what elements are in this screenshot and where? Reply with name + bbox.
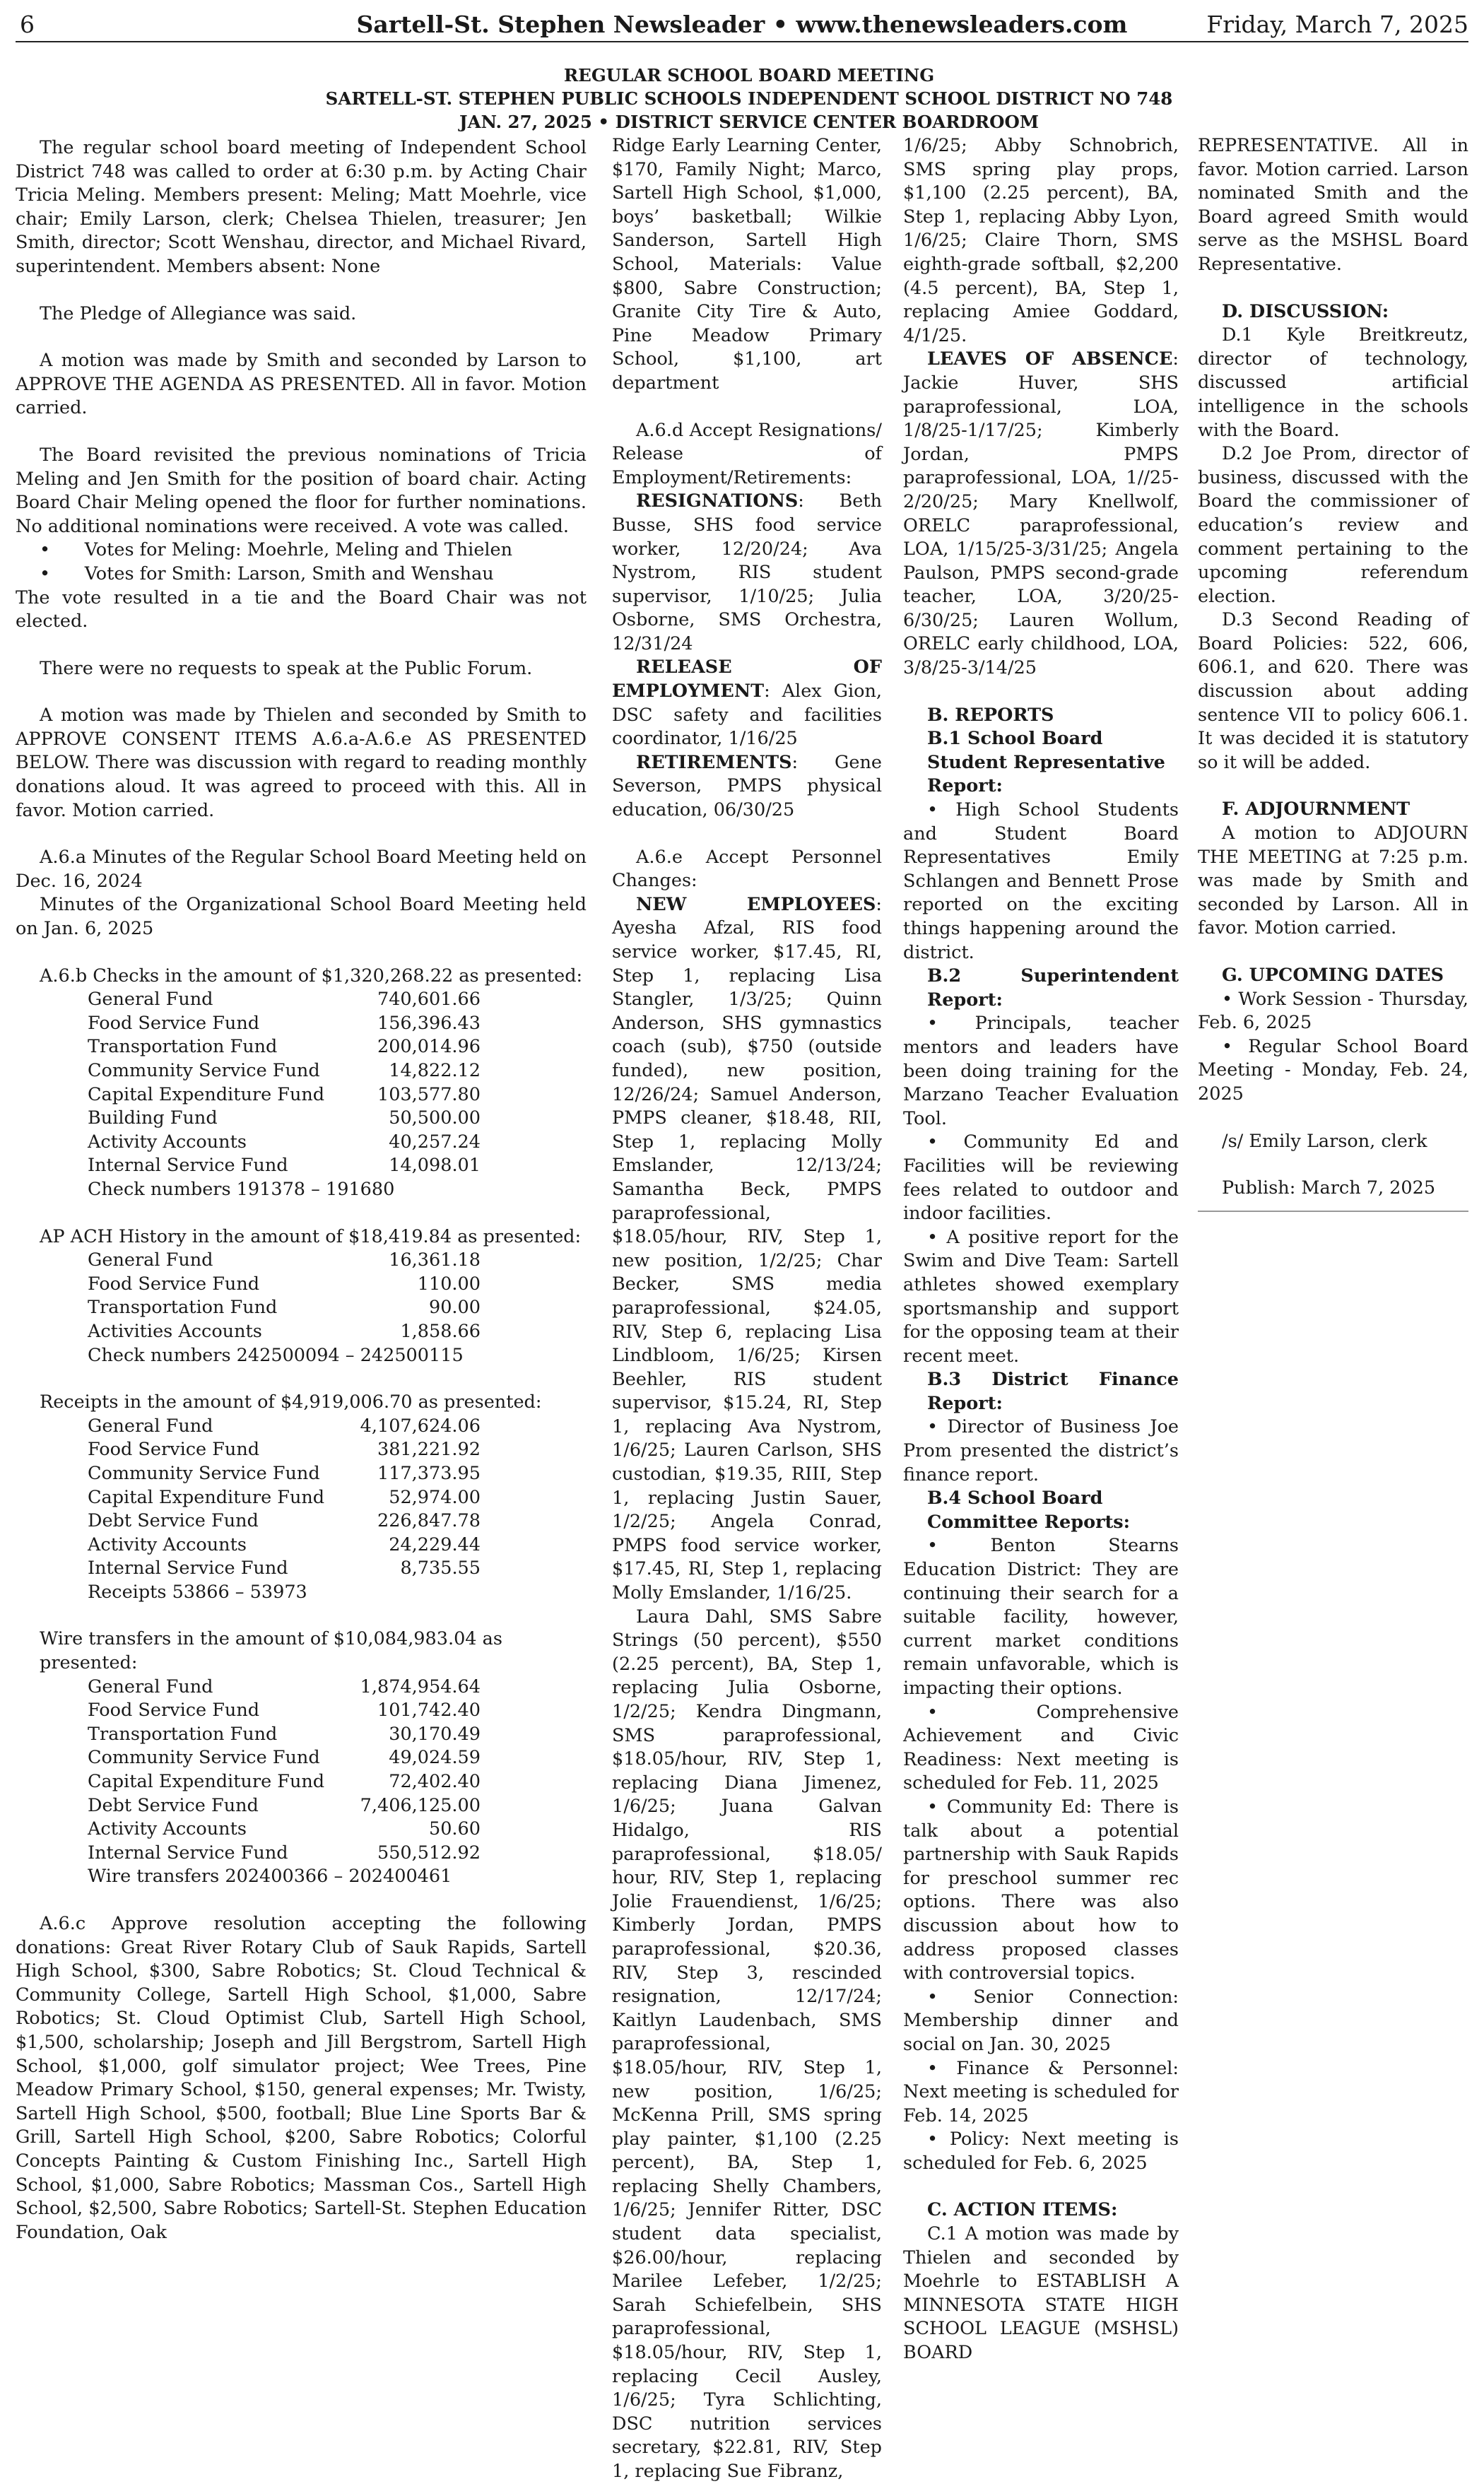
fund-amount: 72,402.40	[389, 1771, 481, 1793]
fund-name: Internal Service Fund	[88, 1842, 288, 1864]
c1-continued: REPRESENTATIVE. All in favor. Motion carried. Larson nominated Smith and the Board agreed Smith would serve as the MSHSL Board Representative.	[1198, 135, 1468, 275]
fund-name: General Fund	[88, 1676, 213, 1697]
column-2	[612, 134, 882, 2484]
fund-row	[88, 1035, 481, 1059]
d2-text: D.2 Joe Prom, director of business, discussed with the Board the commissioner of education’s review and comment pertaining to the upcoming referendum election.	[1198, 443, 1468, 607]
fund-name: Community Service Fund	[88, 1060, 320, 1081]
b2-text-1: • Principals, teacher mentors and leaders have been doing training for the Marzano Teacher Evaluation Tool.	[903, 1013, 1179, 1129]
c1-text: C.1 A motion was made by Thielen and seconded by Moehrle to ESTABLISH A MINNESOTA STATE HIGH SCHOOL LEAGUE (MSHSL) BOARD	[903, 2223, 1179, 2364]
fund-name: Food Service Fund	[88, 1273, 260, 1295]
fund-row	[88, 1059, 481, 1083]
column-1	[16, 136, 587, 2244]
fund-row	[88, 1534, 481, 1558]
fund-row	[88, 1012, 481, 1036]
fund-name: Transportation Fund	[88, 1723, 278, 1745]
b4-text-1: • Benton Stearns Education District: They are continuing their search for a suitable facility, however, current market conditions remain unfavorable, which is impacting their options.	[903, 1535, 1179, 1699]
fund-row	[88, 1249, 481, 1273]
wires-footer: Wire transfers 202400366 – 202400461	[88, 1866, 452, 1888]
fund-row	[88, 1107, 481, 1131]
agenda-motion-paragraph: A motion was made by Smith and seconded by Larson to APPROVE THE AGENDA AS PRESENTED. All in favor. Motion carried.	[16, 350, 587, 419]
fund-name: General Fund	[88, 1249, 213, 1271]
fund-amount: 101,742.40	[377, 1700, 481, 1721]
vote-result: The vote resulted in a tie and the Board Chair was not elected.	[16, 587, 587, 632]
fund-row	[88, 1273, 481, 1297]
fund-row	[88, 1818, 481, 1842]
public-forum-paragraph: There were no requests to speak at the Public Forum.	[40, 657, 533, 679]
title-line-3: JAN. 27, 2025 • DISTRICT SERVICE CENTER BOARDROOM	[459, 112, 1039, 132]
fund-name: Activity Accounts	[88, 1534, 247, 1555]
fund-name: Food Service Fund	[88, 1439, 260, 1461]
board-chair-paragraph: The Board revisited the previous nominations of Tricia Meling and Jen Smith for the position of board chair. Acting Board Chair Meling opened the floor for further nominations. No additional nominations were received. A vote was called.	[16, 444, 587, 537]
fund-row	[88, 1557, 481, 1581]
fund-amount: 40,257.24	[389, 1131, 481, 1153]
fund-amount: 156,396.43	[377, 1012, 481, 1034]
page-number: 6	[20, 11, 35, 38]
fund-row	[88, 1296, 481, 1320]
fund-name: General Fund	[88, 1415, 213, 1437]
discussion-heading: D. DISCUSSION:	[1222, 300, 1389, 322]
receipts-heading: Receipts in the amount of $4,919,006.70 as presented:	[40, 1391, 542, 1413]
fund-name: Debt Service Fund	[88, 1794, 259, 1816]
fund-row	[88, 1842, 481, 1866]
receipts-table	[88, 1415, 481, 1581]
fund-row	[88, 1770, 481, 1794]
fund-name: Building Fund	[88, 1107, 218, 1129]
call-to-order-paragraph: The regular school board meeting of Independent School District 748 was called to order at 6:30 p.m. by Acting Chair Tricia Meling. Members present: Meling; Matt Moehrle, vice chair; Emily Larson, clerk; Chelsea Thielen, treasurer; Jen Smith, director; Scott Wenshau, director, and Michael Rivard, superintendent. Members absent: None	[16, 137, 587, 277]
d1-text: D.1 Kyle Breitkreutz, director of technology, discussed artificial intelligence in the schools with the Board.	[1198, 324, 1468, 441]
fund-name: Transportation Fund	[88, 1036, 278, 1058]
minutes-paragraph-2: Minutes of the Organizational School Board Meeting held on Jan. 6, 2025	[16, 894, 587, 940]
fund-amount: 52,974.00	[389, 1486, 481, 1508]
b1-text: • High School Students and Student Board Representatives Emily Schlangen and Bennett Prose reported on the exciting things happening around the district.	[903, 799, 1179, 963]
fund-name: Activity Accounts	[88, 1818, 247, 1840]
fund-row	[88, 1438, 481, 1462]
release-paragraph: RELEASE OF EMPLOYMENT: Alex Gion, DSC safety and facilities coordinator, 1/16/25	[612, 657, 882, 750]
fund-name: Community Service Fund	[88, 1747, 320, 1769]
upcoming-date-1: • Work Session - Thursday, Feb. 6, 2025	[1198, 988, 1468, 1034]
fund-name: Capital Expenditure Fund	[88, 1486, 325, 1508]
fund-amount: 8,735.55	[400, 1558, 481, 1579]
b1-heading: B.1 School Board Student Representative Report:	[927, 728, 1165, 797]
fund-amount: 381,221.92	[377, 1439, 481, 1461]
leaves-paragraph: LEAVES OF ABSENCE: Jackie Huver, SHS paraprofessional, LOA, 1/8/25-1/17/25; Kimberly Jordan, PMPS paraprofessional, LOA, 1//25-2/20/25; Mary Knellwolf, ORELC paraprofessional, LOA, 1/15/25-3/31/25; Angela Paulson, PMPS second-grade teacher, LOA, 3/20/25-6/30/25; Lauren Wollum, ORELC early childhood, LOA, 3/8/25-3/14/25	[903, 348, 1179, 679]
fund-amount: 50.60	[428, 1818, 481, 1840]
upcoming-dates-heading: G. UPCOMING DATES	[1222, 965, 1444, 986]
fund-row	[88, 1509, 481, 1534]
minutes-paragraph-1: A.6.a Minutes of the Regular School Board Meeting held on Dec. 16, 2024	[16, 847, 587, 892]
resignations-paragraph: RESIGNATIONS: Beth Busse, SHS food service worker, 12/20/24; Ava Nystrom, RIS student supervisor, 1/10/25; Julia Osborne, SMS Orchestra, 12/31/24	[612, 490, 882, 654]
fund-row	[88, 1415, 481, 1439]
retirements-paragraph: RETIREMENTS: Gene Severson, PMPS physical education, 06/30/25	[612, 751, 882, 821]
fund-amount: 110.00	[417, 1273, 481, 1295]
b2-text-2: • Community Ed and Facilities will be reviewing fees related to outdoor and indoor facilities.	[903, 1131, 1179, 1225]
fund-row	[88, 1676, 481, 1700]
fund-row	[88, 1154, 481, 1178]
signature-line: /s/ Emily Larson, clerk	[1222, 1130, 1427, 1152]
fund-name: Transportation Fund	[88, 1297, 278, 1319]
publish-line: Publish: March 7, 2025	[1222, 1177, 1436, 1199]
fund-name: Capital Expenditure Fund	[88, 1083, 325, 1105]
column-3	[903, 134, 1179, 2365]
column-4	[1198, 134, 1468, 1212]
b4-text-2: • Comprehensive Achievement and Civic Readiness: Next meeting is scheduled for Feb. 11, 2025	[903, 1701, 1179, 1794]
b3-text: • Director of Business Joe Prom presented the district’s finance report.	[903, 1416, 1179, 1485]
fund-amount: 24,229.44	[389, 1534, 481, 1555]
adjournment-heading: F. ADJOURNMENT	[1222, 799, 1411, 820]
end-rule	[1198, 1211, 1468, 1212]
consent-motion-paragraph: A motion was made by Thielen and seconded by Smith to APPROVE CONSENT ITEMS A.6.a-A.6.e AS PRESENTED BELOW. There was discussion with regard to reading monthly donations aloud. It was agreed to proceed with this. All in favor. Motion carried.	[16, 705, 587, 821]
fund-name: Capital Expenditure Fund	[88, 1771, 325, 1793]
fund-row	[88, 1723, 481, 1747]
b3-heading: B.3 District Finance Report:	[927, 1369, 1179, 1414]
vote-bullet-1: • Votes for Meling: Moehrle, Meling and Thielen	[40, 539, 513, 561]
fund-row	[88, 1083, 481, 1107]
resignations-intro: A.6.d Accept Resignations/ Release of Employment/Retirements:	[612, 419, 882, 488]
fund-row	[88, 1486, 481, 1510]
fund-amount: 226,847.78	[377, 1510, 481, 1532]
fund-amount: 16,361.18	[389, 1249, 481, 1271]
title-line-1: REGULAR SCHOOL BOARD MEETING	[563, 65, 935, 86]
fund-row	[88, 988, 481, 1012]
masthead: Sartell-St. Stephen Newsleader • www.thenewsleaders.com	[356, 11, 1128, 38]
fund-amount: 200,014.96	[377, 1036, 481, 1058]
fund-amount: 30,170.49	[389, 1723, 481, 1745]
b4-text-4: • Senior Connection: Membership dinner and social on Jan. 30, 2025	[903, 1986, 1179, 2055]
page-header	[16, 8, 1468, 42]
fund-name: Community Service Fund	[88, 1462, 320, 1484]
issue-date: Friday, March 7, 2025	[1206, 11, 1468, 38]
new-employees-paragraph: NEW EMPLOYEES: Ayesha Afzal, RIS food service worker, $17.45, RI, Step 1, replacing Lisa Stangler, 1/3/25; Quinn Anderson, SHS gymnastics coach (sub), $750 (outside funded), new position, 12/26/24; Samuel Anderson, PMPS cleaner, $18.48, RII, Step 1, replacing Molly Emslander, 12/13/24; Samantha Beck, PMPS paraprofessional, $18.05/hour, RIV, Step 1, new position, 1/2/25; Char Becker, SMS media paraprofessional, $24.05, RIV, Step 6, replacing Lisa Lindbloom, 1/6/25; Kirsen Beehler, RIS student supervisor, $15.24, RI, Step 1, replacing Ava Nystrom, 1/6/25; Lauren Carlson, SHS custodian, $19.35, RIII, Step 1, replacing Justin Sauer, 1/2/25; Angela Conrad, PMPS food service worker, $17.45, RI, Step 1, replacing Molly Emslander, 1/16/25.	[612, 893, 882, 1604]
fund-name: Debt Service Fund	[88, 1510, 259, 1532]
fund-amount: 7,406,125.00	[360, 1794, 481, 1816]
fund-row	[88, 1794, 481, 1818]
fund-amount: 50,500.00	[389, 1107, 481, 1129]
ach-table	[88, 1249, 481, 1343]
fund-amount: 740,601.66	[377, 989, 481, 1011]
fund-amount: 550,512.92	[377, 1842, 481, 1864]
b4-text-5: • Finance & Personnel: Next meeting is scheduled for Feb. 14, 2025	[903, 2057, 1179, 2126]
vote-bullet-2: • Votes for Smith: Larson, Smith and Wenshau	[40, 563, 494, 584]
checks-heading: A.6.b Checks in the amount of $1,320,268.22 as presented:	[40, 965, 583, 987]
fund-name: Internal Service Fund	[88, 1558, 288, 1579]
fund-row	[88, 1746, 481, 1770]
ach-heading: AP ACH History in the amount of $18,419.84 as presented:	[40, 1225, 582, 1247]
fund-amount: 117,373.95	[377, 1462, 481, 1484]
fund-row	[88, 1320, 481, 1344]
checks-table	[88, 988, 481, 1178]
fund-row	[88, 1699, 481, 1723]
pledge-paragraph: The Pledge of Allegiance was said.	[40, 302, 357, 324]
fund-name: General Fund	[88, 989, 213, 1011]
b2-text-3: • A positive report for the Swim and Dive Team: Sartell athletes showed exemplary sportsmanship and support for the opposing team at their recent meet.	[903, 1226, 1179, 1367]
checks-footer: Check numbers 191378 – 191680	[88, 1178, 395, 1200]
fund-name: Activity Accounts	[88, 1131, 247, 1153]
adjournment-text: A motion to ADJOURN THE MEETING at 7:25 p.m. was made by Smith and seconded by Larson. All in favor. Motion carried.	[1198, 823, 1468, 939]
d3-text: D.3 Second Reading of Board Policies: 522, 606, 606.1, and 620. There was discussion about adding sentence VII to policy 606.1. It was decided it is statutory so it will be added.	[1198, 609, 1468, 773]
b4-text-3: • Community Ed: There is talk about a potential partnership with Sauk Rapids for preschool summer rec options. There was also discussion about how to address proposed classes with controversial topics.	[903, 1796, 1179, 1984]
new-employees-paragraph-2: Laura Dahl, SMS Sabre Strings (50 percent), $550 (2.25 percent), BA, Step 1, replacing Julia Osborne, 1/2/25; Kendra Dingmann, SMS paraprofessional, $18.05/hour, RIV, Step 1, replacing Diana Jimenez, 1/6/25; Juana Galvan Hidalgo, RIS paraprofessional, $18.05/ hour, RIV, Step 1, replacing Jolie Frauendienst, 1/6/25; Kimberly Jordan, PMPS paraprofessional, $20.36, RIV, Step 3, rescinded resignation, 12/17/24; Kaitlyn Laudenbach, SMS paraprofessional, $18.05/hour, RIV, Step 1, new position, 1/6/25; McKenna Prill, SMS spring play painter, $1,100 (2.25 percent), BA, Step 1, replacing Shelly Chambers, 1/6/25; Jennifer Ritter, DSC student data specialist, $26.00/hour, replacing Marilee Lefeber, 1/2/25; Sarah Schiefelbein, SHS paraprofessional, $18.05/hour, RIV, Step 1, replacing Cecil Ausley, 1/6/25; Tyra Schlichting, DSC nutrition services secretary, $22.81, RIV, Step 1, replacing Sue Fibranz,	[612, 1606, 882, 2482]
b4-heading: B.4 School Board Committee Reports:	[927, 1488, 1131, 1533]
action-items-heading: C. ACTION ITEMS:	[927, 2199, 1118, 2221]
fund-amount: 4,107,624.06	[360, 1415, 481, 1437]
fund-amount: 103,577.80	[377, 1083, 481, 1105]
fund-amount: 49,024.59	[389, 1747, 481, 1769]
wires-heading: Wire transfers in the amount of $10,084,983.04 as presented:	[40, 1628, 502, 1674]
donations-paragraph: A.6.c Approve resolution accepting the following donations: Great River Rotary Club of Sauk Rapids, Sartell High School, $300, Sabre Robotics; St. Cloud Technical & Community College, Sartell High School, $1,000, Sabre Robotics; St. Cloud Optimist Club, Sartell High School, $1,500, scholarship; Joseph and Jill Bergstrom, Sartell High School, $1,000, golf simulator project; Wee Trees, Pine Meadow Primary School, $150, general expenses; Mr. Twisty, Sartell High School, $500, football; Blue Line Sports Bar & Grill, Sartell High School, $200, Sabre Robotics; Colorful Concepts Painting & Custom Finishing Inc., Sartell High School, $1,000, Sabre Robotics; Massman Cos., Sartell High School, $2,500, Sabre Robotics; Sartell-St. Stephen Education Foundation, Oak	[16, 1913, 587, 2243]
fund-name: Internal Service Fund	[88, 1155, 288, 1177]
b2-heading: B.2 Superintendent Report:	[927, 965, 1179, 1011]
fund-amount: 14,822.12	[389, 1060, 481, 1081]
wires-table	[88, 1676, 481, 1866]
fund-name: Food Service Fund	[88, 1012, 260, 1034]
personnel-continued: 1/6/25; Abby Schnobrich, SMS spring play props, $1,100 (2.25 percent), BA, Step 1, replacing Abby Lyon, 1/6/25; Claire Thorn, SMS eighth-grade softball, $2,200 (4.5 percent), BA, Step 1, replacing Amiee Goddard, 4/1/25.	[903, 135, 1179, 346]
receipts-footer: Receipts 53866 – 53973	[88, 1581, 307, 1603]
reports-heading: B. REPORTS	[927, 704, 1054, 726]
donations-continued: Ridge Early Learning Center, $170, Family Night; Marco, Sartell High School, $1,000, boys’ basketball; Wilkie Sanderson, Sartell High School, Materials: Value $800, Sabre Construction; Granite City Tire & Auto, Pine Meadow Primary School, $1,100, art department	[612, 135, 882, 394]
title-line-2: SARTELL-ST. STEPHEN PUBLIC SCHOOLS INDEPENDENT SCHOOL DISTRICT NO 748	[325, 88, 1173, 109]
fund-row	[88, 1131, 481, 1155]
upcoming-date-2: • Regular School Board Meeting - Monday, Feb. 24, 2025	[1198, 1035, 1468, 1105]
b4-text-6: • Policy: Next meeting is scheduled for Feb. 6, 2025	[903, 2129, 1179, 2174]
fund-amount: 90.00	[428, 1297, 481, 1319]
fund-row	[88, 1462, 481, 1486]
fund-amount: 14,098.01	[389, 1155, 481, 1177]
fund-amount: 1,874,954.64	[360, 1676, 481, 1697]
ach-footer: Check numbers 242500094 – 242500115	[88, 1344, 464, 1366]
notice-title	[212, 64, 1286, 134]
fund-name: Activities Accounts	[88, 1320, 262, 1342]
fund-amount: 1,858.66	[400, 1320, 481, 1342]
fund-name: Food Service Fund	[88, 1700, 260, 1721]
personnel-intro: A.6.e Accept Personnel Changes:	[612, 846, 882, 892]
